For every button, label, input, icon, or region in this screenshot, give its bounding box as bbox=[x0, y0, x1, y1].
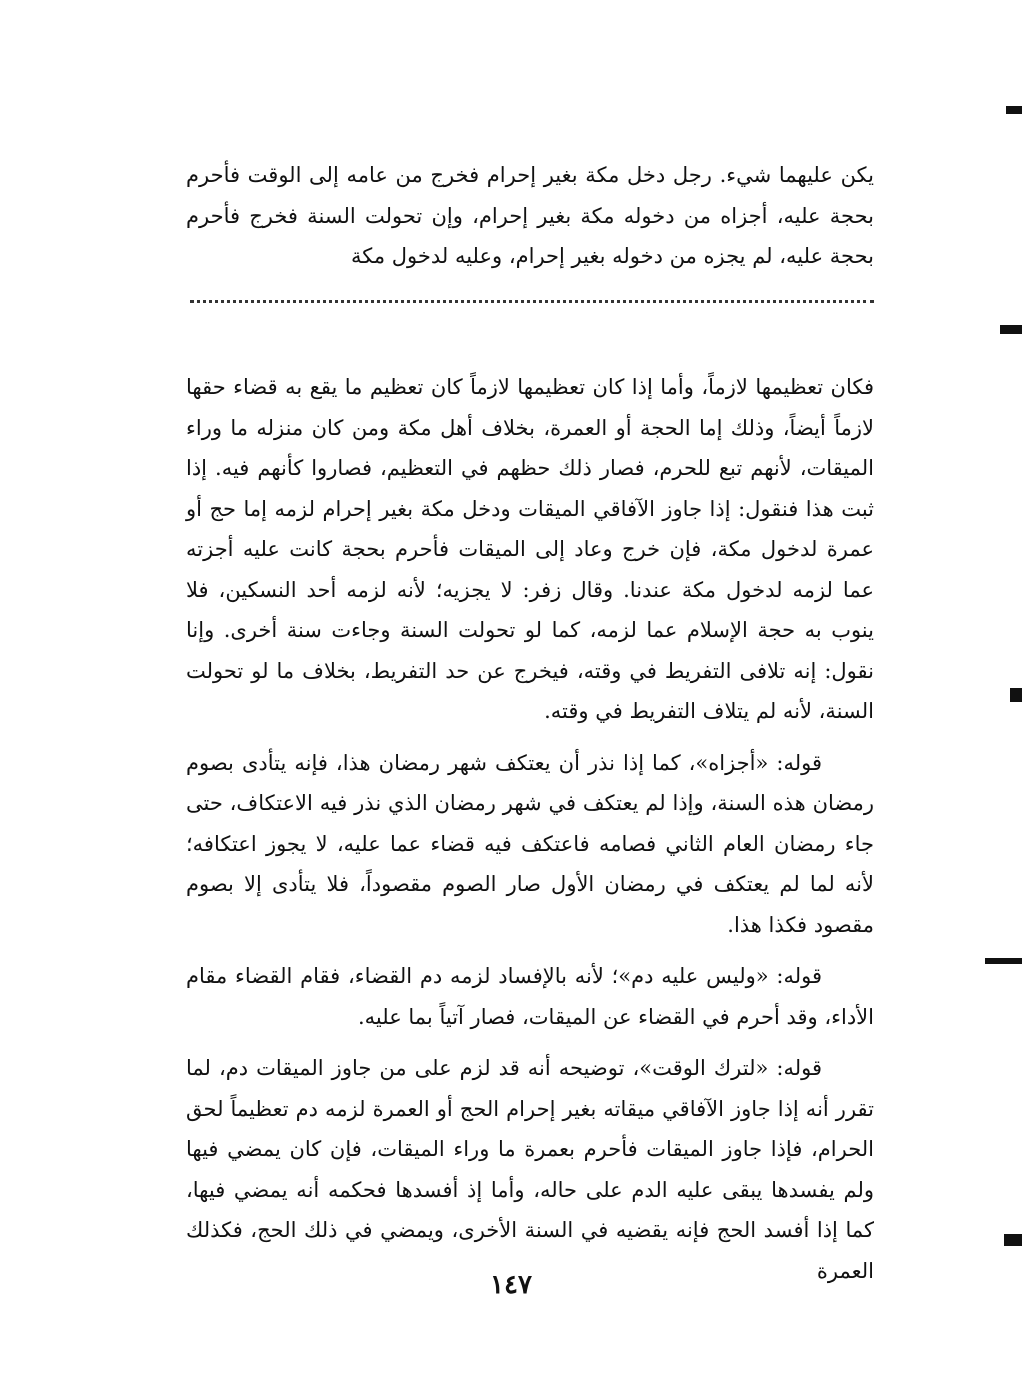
paragraph-2: قوله: «أجزاه»، كما إذا نذر أن يعتكف شهر رمضان هذا، فإنه يتأدى بصوم رمضان هذه السنة، وإذا لم يعتكف في شهر رمضان الذي نذر فيه الاعتكاف، حتى جاء رمضان العام الثاني فصامه فاعتكف فيه قضاء عما عليه، لا يجوز اعتكافه؛ لأنه لما لم يعتكف في رمضان الأول صار الصوم مقصوداً، فلا يتأدى إلا بصوم مقصود فكذا هذا. bbox=[186, 750, 874, 937]
scan-edge-mark bbox=[1004, 1234, 1022, 1246]
page-number: ١٤٧ bbox=[490, 1270, 532, 1300]
top-text-block bbox=[186, 155, 874, 277]
omission-dotted-separator bbox=[190, 300, 874, 303]
scan-edge-mark bbox=[1000, 325, 1022, 334]
scan-edge-mark bbox=[1006, 106, 1022, 114]
paragraph-1: فكان تعظيمها لازماً، وأما إذا كان تعظيمها لازماً كان تعظيم ما يقع به قضاء حقها لازماً أيضاً، وذلك إما الحجة أو العمرة، بخلاف أهل مكة ومن كان منزله ما وراء الميقات، لأنهم تبع للحرم، فصار ذلك حظهم في التعظيم، فصاروا كأنهم فيه. إذا ثبت هذا فنقول: إذا جاوز الآفاقي الميقات ودخل مكة بغير إحرام لزمه إما حج أو عمرة لدخول مكة، فإن خرج وعاد إلى الميقات فأحرم بحجة كانت عليه أجزته عما لزمه لدخول مكة عندنا. وقال زفر: لا يجزيه؛ لأنه لزمه أحد النسكين، فلا ينوب به حجة الإسلام عما لزمه، كما لو تحولت السنة وجاءت سنة أخرى. وإنا نقول: إنه تلافى التفريط في وقته، فيخرج عن حد التفريط، بخلاف ما لو تحولت السنة، لأنه لم يتلاف التفريط في وقته. bbox=[186, 375, 874, 723]
top-paragraph: يكن عليهما شيء. رجل دخل مكة بغير إحرام فخرج من عامه إلى الوقت فأحرم بحجة عليه، أجزاه من دخوله مكة بغير إحرام، وإن تحولت السنة فخرج فأحرم بحجة عليه، لم يجزه من دخوله بغير إحرام، وعليه لدخول مكة bbox=[186, 163, 874, 268]
scan-edge-mark bbox=[1010, 688, 1022, 702]
paragraph-3: قوله: «وليس عليه دم»؛ لأنه بالإفساد لزمه دم القضاء، فقام القضاء مقام الأداء، وقد أحرم في القضاء عن الميقات، فصار آتياً بما عليه. bbox=[186, 964, 874, 1029]
main-text-block bbox=[186, 367, 874, 1291]
paragraph-4: قوله: «لترك الوقت»، توضيحه أنه قد لزم على من جاوز الميقات دم، لما تقرر أنه إذا جاوز الآفاقي ميقاته بغير إحرام الحج أو العمرة لزمه دم تعظيماً لحق الحرام، فإذا جاوز الميقات فأحرم بعمرة ما وراء الميقات، فإن كان يمضي فيها ولم يفسدها يبقى عليه الدم على حاله، وأما إذ أفسدها فحكمه أنه يمضي فيها، كما إذا أفسد الحج فإنه يقضيه في السنة الأخرى، ويمضي في ذلك الحج، فكذلك العمرة bbox=[186, 1056, 874, 1283]
scan-edge-mark bbox=[985, 958, 1022, 964]
